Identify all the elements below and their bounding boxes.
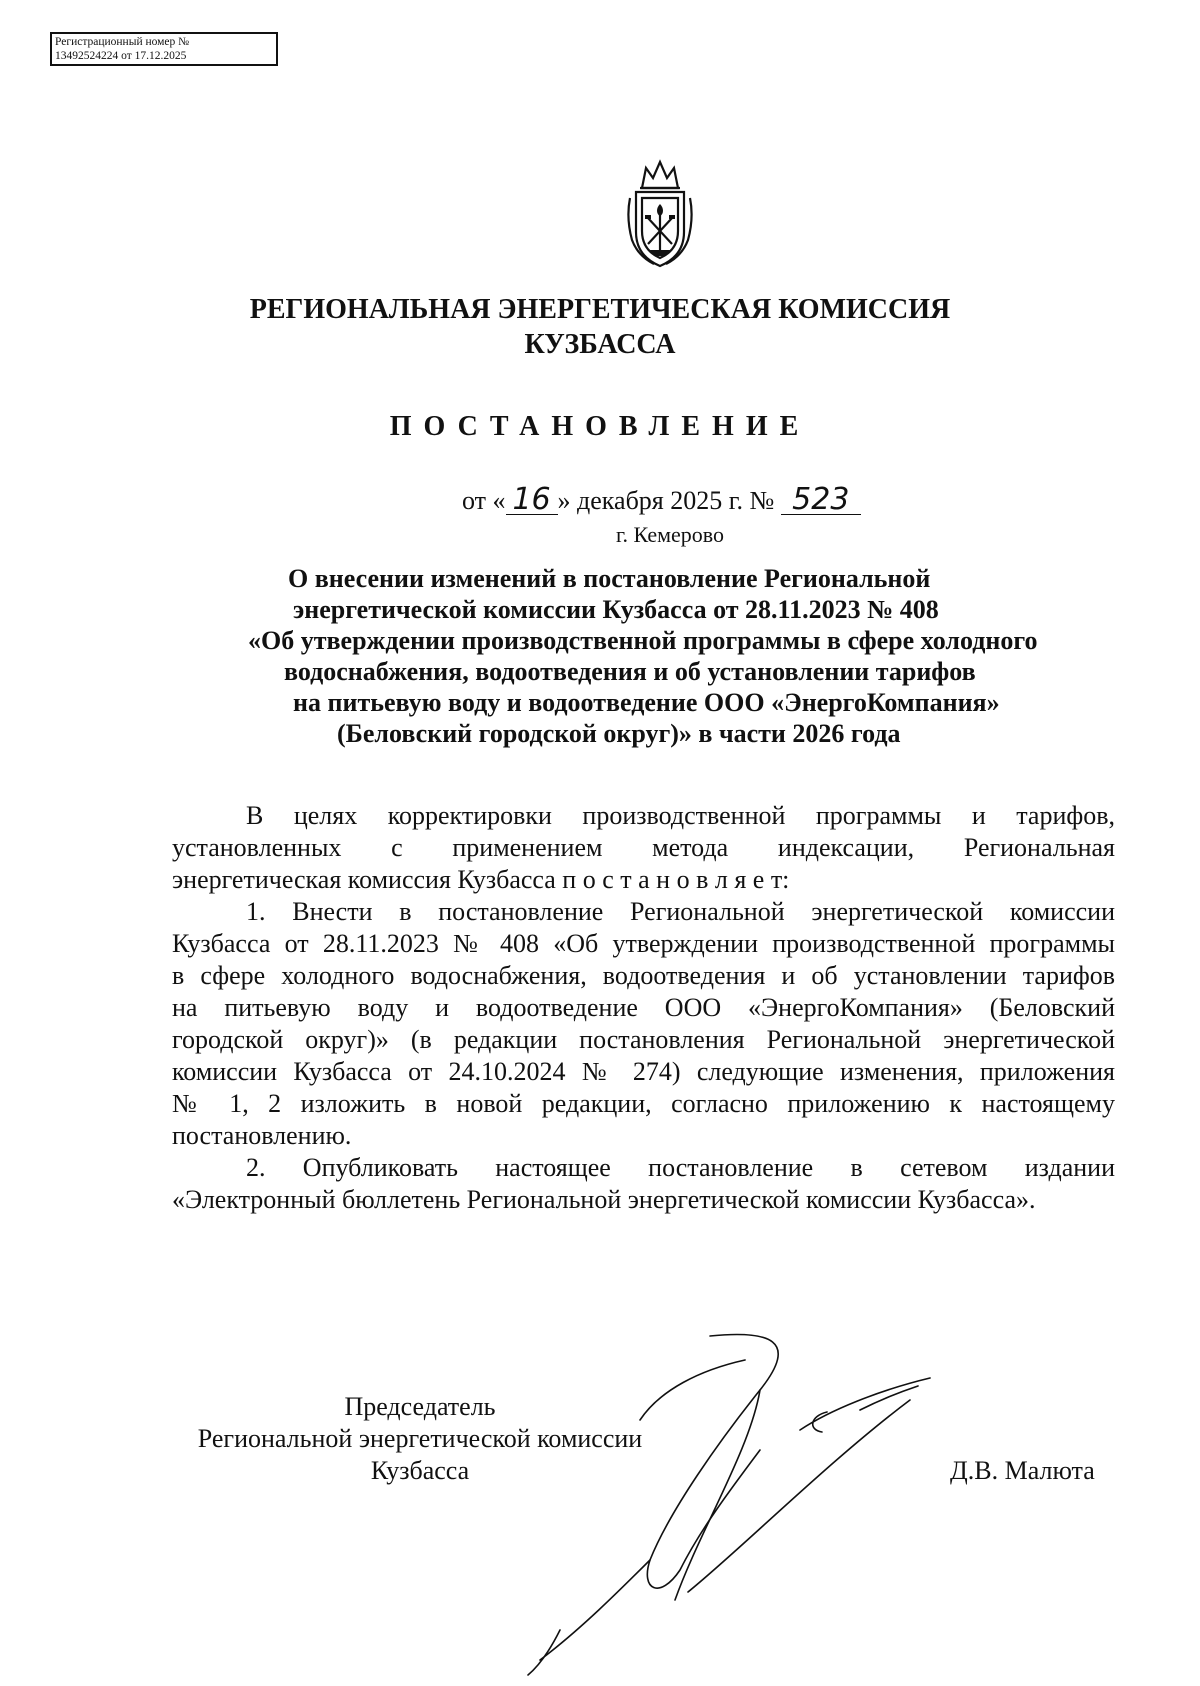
body-line: на питьевую воду и водоотведение ООО «ЭнергоКомпания» (Беловский bbox=[172, 993, 1115, 1022]
date-day: 16 bbox=[506, 486, 558, 515]
document-date-line bbox=[462, 482, 861, 517]
body-line: № 1, 2 изложить в новой редакции, согласно приложению к настоящему bbox=[172, 1089, 1115, 1118]
registration-number-label: Регистрационный номер № bbox=[55, 36, 190, 48]
body-line: Кузбасса от 28.11.2023 № 408 «Об утверждении производственной программы bbox=[172, 929, 1115, 958]
signatory-title-line-1: Председатель bbox=[344, 1392, 496, 1421]
body-line: в сфере холодного водоснабжения, водоотведения и об установлении тарифов bbox=[172, 961, 1115, 990]
date-month-year: » декабря 2025 г. № bbox=[557, 486, 781, 515]
date-prefix: от « bbox=[462, 486, 506, 515]
handwritten-signature-icon bbox=[500, 1330, 1020, 1680]
subject-line-1: О внесении изменений в постановление Региональной bbox=[288, 564, 931, 593]
registration-number-value: 13492524224 от 17.12.2025 bbox=[55, 50, 187, 62]
body-line: комиссии Кузбасса от 24.10.2024 № 274) следующие изменения, приложения bbox=[172, 1057, 1115, 1086]
body-line: постановлению. bbox=[172, 1121, 352, 1150]
body-line: городской округ)» (в редакции постановления Региональной энергетической bbox=[172, 1025, 1115, 1054]
subject-line-4: водоснабжения, водоотведения и об установлении тарифов bbox=[284, 657, 976, 686]
document-number: 523 bbox=[781, 486, 861, 515]
body-line: В целях корректировки производственной программы и тарифов, bbox=[246, 801, 1115, 830]
subject-line-5: на питьевую воду и водоотведение ООО «ЭнергоКомпания» bbox=[293, 688, 1000, 717]
organization-title-line-1: РЕГИОНАЛЬНАЯ ЭНЕРГЕТИЧЕСКАЯ КОМИССИЯ bbox=[249, 294, 951, 325]
body-line: 2. Опубликовать настоящее постановление в сетевом издании bbox=[246, 1153, 1115, 1182]
document-type: ПОСТАНОВЛЕНИЕ bbox=[389, 411, 811, 442]
body-line: «Электронный бюллетень Региональной энергетической комиссии Кузбасса». bbox=[172, 1185, 1036, 1214]
document-city: г. Кемерово bbox=[615, 522, 725, 547]
signatory-name: Д.В. Малюта bbox=[950, 1456, 1095, 1485]
subject-line-6: (Беловский городской округ)» в части 2026 года bbox=[337, 719, 901, 748]
kuzbass-coat-of-arms-icon bbox=[620, 158, 700, 270]
body-line: энергетическая комиссия Кузбасса п о с т а н о в л я е т: bbox=[172, 865, 790, 894]
body-line: 1. Внести в постановление Региональной энергетической комиссии bbox=[246, 897, 1115, 926]
signatory-title-line-3: Кузбасса bbox=[370, 1456, 470, 1485]
body-line: установленных с применением метода индексации, Региональная bbox=[172, 833, 1115, 862]
subject-line-3: «Об утверждении производственной программы в сфере холодного bbox=[248, 626, 1038, 655]
registration-stamp bbox=[50, 32, 278, 66]
organization-title-line-2: КУЗБАССА bbox=[524, 329, 676, 360]
subject-line-2: энергетической комиссии Кузбасса от 28.11.2023 № 408 bbox=[293, 595, 939, 624]
organization-title bbox=[200, 292, 1000, 362]
signatory-title-line-2: Региональной энергетической комиссии bbox=[197, 1424, 643, 1453]
